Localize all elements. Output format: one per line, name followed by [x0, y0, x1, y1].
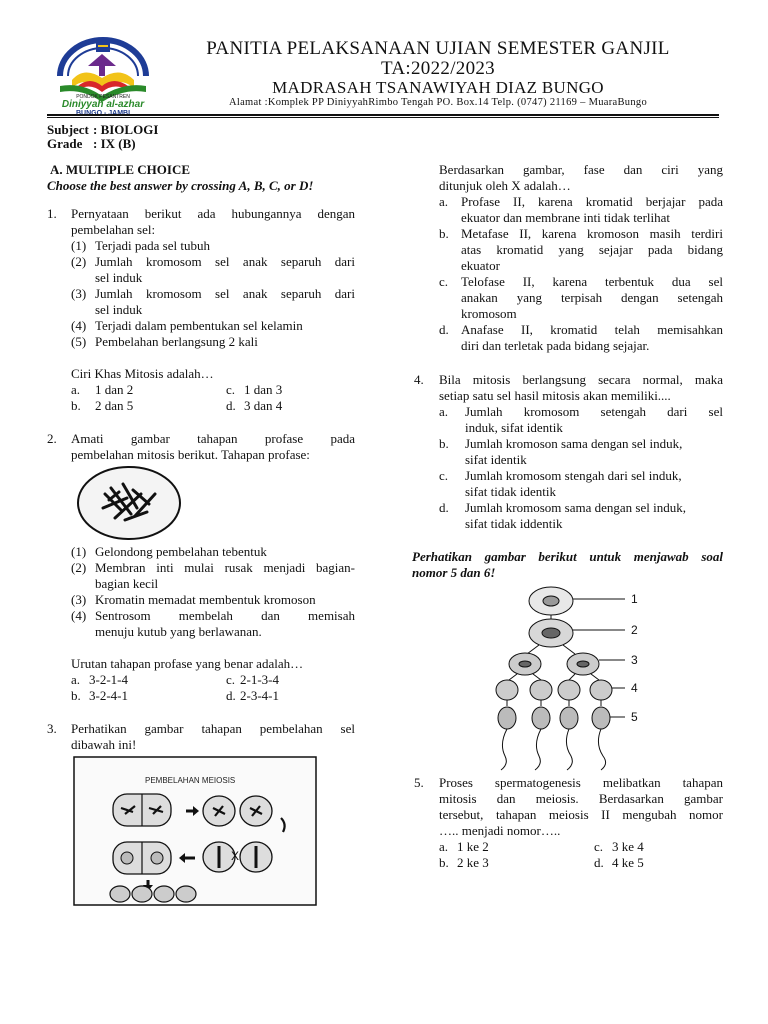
q2-question: Urutan tahapan profase yang benar adalah… [71, 656, 304, 671]
meiosis-figure-title: PEMBELAHAN MEIOSIS [145, 776, 236, 785]
q5-option-letter[interactable]: d. [594, 855, 604, 870]
q1-item-num: (4) [71, 318, 87, 333]
q1-item-text-cont: sel induk [95, 302, 143, 317]
q1-number: 1. [47, 206, 57, 221]
q4-option-text-cont[interactable]: sifat tidak iddentik [465, 516, 563, 531]
q4-option-text[interactable]: Jumlah kromoson sama dengan sel induk, [465, 436, 683, 451]
q3-option-letter[interactable]: b. [439, 226, 449, 241]
q5-option-letter[interactable]: c. [594, 839, 604, 854]
spermatogenesis-figure [485, 584, 655, 772]
q1-item-text: Terjadi pada sel tubuh [95, 238, 210, 253]
q1-option-letter[interactable]: a. [71, 382, 81, 397]
logo-caption-top: PONDOK PESANTREN [76, 94, 130, 100]
q4-stem-line2: setiap satu sel hasil mitosis akan memiliki.... [439, 388, 671, 403]
q1-option-letter[interactable]: b. [71, 398, 81, 413]
header-rule-thick [47, 114, 719, 116]
q1-item-num: (1) [71, 238, 87, 253]
q1-option-text[interactable]: 1 dan 2 [95, 382, 134, 397]
sperm-figure-label: 1 [631, 592, 638, 606]
q1-item-text: Terjadi dalam pembentukan sel kelamin [95, 318, 303, 333]
q1-option-letter[interactable]: c. [226, 382, 236, 397]
logo-caption-place: BUNGO - JAMBI [75, 110, 131, 117]
q5-number: 5. [414, 775, 424, 790]
q3-option-text[interactable]: Profase II, karena kromatid berjajar pada [461, 194, 723, 209]
q3-option-text-cont[interactable]: diri dan terletak pada bidang sejajar. [461, 338, 650, 353]
q1-question: Ciri Khas Mitosis adalah… [71, 366, 214, 381]
q1-item-text: Pembelahan berlangsung 2 kali [95, 334, 258, 349]
q2-item-text: Kromatin memadat membentuk kromoson [95, 592, 316, 607]
q2-stem-line2: pembelahan mitosis berikut. Tahapan profase: [71, 447, 310, 462]
q2-number: 2. [47, 431, 57, 446]
q2-option-text[interactable]: 2-3-4-1 [240, 688, 279, 703]
q4-option-text-cont[interactable]: induk, sifat identik [465, 420, 563, 435]
section-title: A. MULTIPLE CHOICE [50, 162, 191, 177]
q1-item-text: Jumlah kromosom sel anak separuh dari [95, 286, 355, 301]
q2-stem-line1: Amati gambar tahapan profase pada [71, 431, 355, 446]
meiosis-figure-x-mark: X [231, 849, 240, 863]
q4-number: 4. [414, 372, 424, 387]
q3-number: 3. [47, 721, 57, 736]
q2-item-text: Sentrosom membelah dan memisah [95, 608, 355, 623]
section-instruction: Choose the best answer by crossing A, B, C, or D! [47, 178, 314, 193]
sperm-figure-label: 3 [631, 653, 638, 667]
q2-item-text: Gelondong pembelahan tebentuk [95, 544, 267, 559]
q3-continuation-line1: Berdasarkan gambar, fase dan ciri yang [439, 162, 723, 177]
q4-option-text[interactable]: Jumlah kromosom sama dengan sel induk, [465, 500, 686, 515]
grade-value: : IX (B) [93, 136, 136, 151]
q3-option-text-cont[interactable]: anakan yang terpisah dengan setengah [461, 290, 723, 305]
q2-item-text: Membran inti mulai rusak menjadi bagian- [95, 560, 355, 575]
q3-option-letter[interactable]: a. [439, 194, 449, 209]
q1-stem-line1: Pernyataan berikut ada hubungannya dengan [71, 206, 355, 221]
header-school: MADRASAH TSANAWIYAH DIAZ BUNGO [272, 78, 604, 97]
q4-option-letter[interactable]: a. [439, 404, 449, 419]
q2-option-letter[interactable]: c. [226, 672, 236, 687]
subject-label: Subject [47, 122, 89, 137]
sperm-figure-label: 5 [631, 710, 638, 724]
q2-item-text-cont: bagian kecil [95, 576, 159, 591]
q5-stem-line2: mitosis dan meiosis. Berdasarkan gambar [439, 791, 723, 806]
q4-option-text[interactable]: Jumlah kromosom setengah dari sel [465, 404, 723, 419]
q3-option-text[interactable]: Anafase II, kromatid telah memisahkan [461, 322, 723, 337]
q1-item-text-cont: sel induk [95, 270, 143, 285]
q3-option-text-cont[interactable]: ekuator dan membrane inti tidak terlihat [461, 210, 671, 225]
q2-item-num: (3) [71, 592, 87, 607]
q5-option-letter[interactable]: b. [439, 855, 449, 870]
prophase-cell-figure [75, 464, 183, 542]
q4-option-letter[interactable]: d. [439, 500, 449, 515]
q1-option-text[interactable]: 3 dan 4 [244, 398, 283, 413]
q1-option-letter[interactable]: d. [226, 398, 236, 413]
q5-stem-line1: Proses spermatogenesis melibatkan tahapan [439, 775, 723, 790]
q5-option-text[interactable]: 2 ke 3 [457, 855, 489, 870]
meiosis-figure [73, 756, 317, 906]
q3-option-text-cont[interactable]: ekuator [461, 258, 500, 273]
q3-option-text-cont[interactable]: kromosom [461, 306, 517, 321]
q3-stem-line2: dibawah ini! [71, 737, 137, 752]
q1-item-num: (3) [71, 286, 87, 301]
q1-item-num: (5) [71, 334, 87, 349]
q3-option-text[interactable]: Telofase II, karena terbentuk dua sel [461, 274, 723, 289]
q4-option-text[interactable]: Jumlah kromosom stengah dari sel induk, [465, 468, 682, 483]
q1-stem-line2: pembelahan sel: [71, 222, 156, 237]
q4-option-letter[interactable]: b. [439, 436, 449, 451]
q5-stem-line3: tersebut, tahapan meiosis II mengubah nomor [439, 807, 723, 822]
q5-option-text[interactable]: 4 ke 5 [612, 855, 644, 870]
q1-item-num: (2) [71, 254, 87, 269]
q2-option-letter[interactable]: a. [71, 672, 81, 687]
logo-caption-name: Diniyyah al-azhar [61, 99, 145, 110]
sperm-figure-label: 2 [631, 623, 638, 637]
q1-item-text: Jumlah kromosom sel anak separuh dari [95, 254, 355, 269]
q2-item-num: (2) [71, 560, 87, 575]
q3-option-text-cont[interactable]: atas kromatid yang sejajar pada bidang [461, 242, 723, 257]
q4-option-text-cont[interactable]: sifat identik [465, 452, 527, 467]
sperm-figure-label: 4 [631, 681, 638, 695]
header-address: Alamat :Komplek PP DiniyyahRimbo Tengah PO. Box.14 Telp. (0747) 21169 – MuaraBungo [228, 97, 648, 108]
figure-note-line1: Perhatikan gambar berikut untuk menjawab soal [412, 549, 723, 564]
q3-option-text[interactable]: Metafase II, karena kromoson masih terdiri [461, 226, 723, 241]
q4-option-letter[interactable]: c. [439, 468, 449, 483]
q5-option-letter[interactable]: a. [439, 839, 449, 854]
subject-value: : BIOLOGI [93, 122, 159, 137]
figure-note-line2: nomor 5 dan 6! [412, 565, 496, 580]
q1-option-text[interactable]: 1 dan 3 [244, 382, 283, 397]
header-rule-thin [47, 117, 719, 118]
header-title: PANITIA PELAKSANAAN UJIAN SEMESTER GANJIL [206, 38, 670, 59]
q2-option-letter[interactable]: d. [226, 688, 236, 703]
q2-item-num: (4) [71, 608, 87, 623]
q3-option-letter[interactable]: d. [439, 322, 449, 337]
grade-label: Grade [47, 136, 83, 151]
q2-option-letter[interactable]: b. [71, 688, 81, 703]
q5-option-text[interactable]: 3 ke 4 [612, 839, 644, 854]
q2-item-num: (1) [71, 544, 87, 559]
q3-option-letter[interactable]: c. [439, 274, 449, 289]
q4-stem-line1: Bila mitosis berlangsung secara normal, maka [439, 372, 723, 387]
q2-item-text-cont: menuju kutub yang berlawanan. [95, 624, 262, 639]
q4-option-text-cont[interactable]: sifat tidak identik [465, 484, 556, 499]
q1-option-text[interactable]: 2 dan 5 [95, 398, 134, 413]
q5-stem-line4: ….. menjadi nomor….. [439, 823, 561, 838]
q5-option-text[interactable]: 1 ke 2 [457, 839, 489, 854]
q2-option-text[interactable]: 3-2-1-4 [89, 672, 128, 687]
header-year: TA:2022/2023 [381, 58, 495, 79]
q2-option-text[interactable]: 2-1-3-4 [240, 672, 279, 687]
q3-continuation-line2: ditunjuk oleh X adalah… [439, 178, 571, 193]
q2-option-text[interactable]: 3-2-4-1 [89, 688, 128, 703]
q3-stem-line1: Perhatikan gambar tahapan pembelahan sel [71, 721, 355, 736]
